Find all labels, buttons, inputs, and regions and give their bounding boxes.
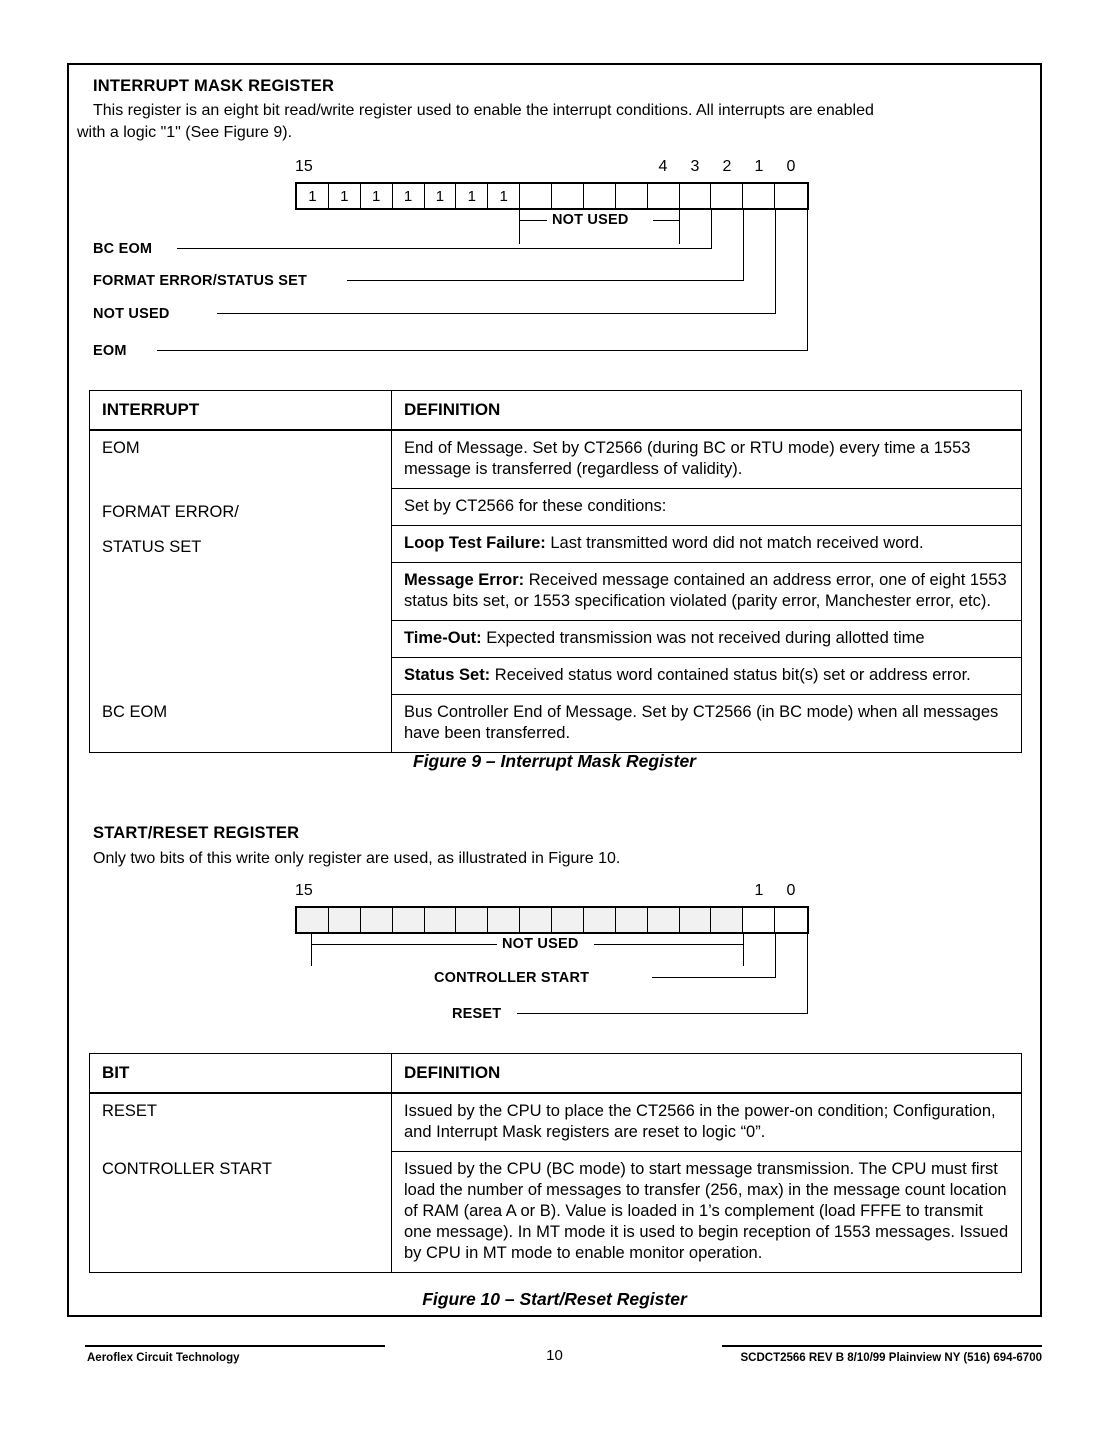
register-bit-cell: [361, 908, 393, 932]
figure10-label-controller-start: CONTROLLER START: [434, 970, 590, 986]
table-row: [90, 1093, 1022, 1152]
figure9-bit-label-0: 0: [786, 158, 796, 175]
register-bit-cell: [393, 908, 425, 932]
interrupt-term-line2: STATUS SET: [102, 537, 202, 556]
figure10-reset-drop: [807, 934, 808, 1014]
register-bit-cell: 1: [456, 184, 488, 208]
figure10-notused-left-tick: [311, 934, 312, 966]
interrupt-mask-paragraph-line2: with a logic "1" (See Figure 9).: [77, 124, 293, 141]
interrupt-mask-register-heading: INTERRUPT MASK REGISTER: [93, 77, 335, 95]
figure10-bit-label-0: 0: [786, 882, 796, 899]
bit-definition-table: [89, 1053, 1022, 1273]
register-bit-cell: [329, 908, 361, 932]
interrupt-term-bc-eom: BC EOM: [90, 695, 392, 753]
figure10-notused-left-rule: [311, 944, 497, 945]
figure10-label-not-used: NOT USED: [497, 937, 584, 952]
definition-text-time-out: Expected transmission was not received during allotted time: [481, 629, 925, 647]
definition-column-header: DEFINITION: [392, 391, 1022, 431]
figure10-bit-label-1: 1: [754, 882, 764, 899]
register-bit-cell: [775, 908, 807, 932]
page-footer: [67, 1345, 1042, 1385]
figure9-bit-label-2: 2: [722, 158, 732, 175]
definition-term-time-out: Time-Out:: [404, 629, 482, 647]
figure10-caption: Figure 10 – Start/Reset Register: [422, 1289, 687, 1309]
footer-right-rule: [722, 1345, 1042, 1347]
figure10-register-diagram: [69, 65, 1044, 1065]
register-bit-cell: [680, 908, 712, 932]
bit-term-controller-start: CONTROLLER START: [90, 1152, 392, 1273]
interrupt-definition-intro: Set by CT2566 for these conditions:: [392, 489, 1022, 526]
figure9-label-bc-eom: BC EOM: [93, 241, 153, 257]
figure10-label-reset: RESET: [452, 1006, 502, 1022]
register-bit-cell: [584, 908, 616, 932]
definition-text-status-set: Received status word contained status bit(s) set or address error.: [490, 666, 971, 684]
figure10-reset-leader: [517, 1013, 807, 1014]
register-bit-cell: 1: [329, 184, 361, 208]
page-number: 10: [546, 1347, 563, 1364]
definition-text-loop-test-failure: Last transmitted word did not match received word.: [545, 534, 924, 552]
register-bit-cell: [648, 908, 680, 932]
page-border: [67, 63, 1042, 1317]
register-bit-cell: [711, 908, 743, 932]
definition-text-message-error: Received message contained an address error, one of eight 1553 status bits set, or 1553 specification violated (parity error, Manchester error, etc).: [404, 571, 1007, 610]
register-bit-cell: [743, 908, 775, 932]
figure10-bit-label-15: 15: [295, 882, 313, 899]
interrupt-definition-eom: End of Message. Set by CT2566 (during BC or RTU mode) every time a 1553 message is transferred (regardless of validity).: [392, 430, 1022, 489]
bit-column-header: BIT: [90, 1054, 392, 1094]
register-bit-cell: [488, 908, 520, 932]
figure10-bit-cells: [295, 906, 809, 934]
figure10-controller-start-drop: [775, 934, 776, 978]
footer-docref: SCDCT2566 REV B 8/10/99 Plainview NY (516) 694-6700: [740, 1352, 1042, 1364]
figure9-bit-label-15: 15: [295, 158, 313, 175]
register-bit-cell: [456, 908, 488, 932]
interrupt-term-line1: FORMAT ERROR/: [102, 502, 239, 521]
interrupt-definition-bc-eom: Bus Controller End of Message. Set by CT2566 (in BC mode) when all messages have been transferred.: [392, 695, 1022, 753]
definition-term-status-set: Status Set:: [404, 666, 491, 684]
figure9-caption: Figure 9 – Interrupt Mask Register: [413, 751, 696, 771]
interrupt-term-eom: EOM: [90, 430, 392, 489]
figure9-label-not-used: NOT USED: [93, 306, 170, 322]
register-bit-cell: [297, 908, 329, 932]
register-bit-cell: 1: [297, 184, 329, 208]
figure10-notused-right-tick: [743, 934, 744, 966]
figure10-controller-start-leader: [652, 977, 775, 978]
register-bit-cell: [425, 908, 457, 932]
interrupt-column-header: INTERRUPT: [90, 391, 392, 431]
register-bit-cell: [520, 908, 552, 932]
definition-term-loop-test-failure: Loop Test Failure:: [404, 534, 546, 552]
figure9-bit-label-4: 4: [658, 158, 668, 175]
interrupt-mask-paragraph-line1: This register is an eight bit read/write register used to enable the interrupt conditions. All interrupts are enabled: [93, 102, 874, 119]
register-bit-cell: 1: [361, 184, 393, 208]
bit-definition-column-header: DEFINITION: [392, 1054, 1022, 1094]
figure9-bit-label-1: 1: [754, 158, 764, 175]
register-bit-cell: [552, 908, 584, 932]
start-reset-paragraph: Only two bits of this write only register are used, as illustrated in Figure 10.: [93, 850, 621, 867]
definition-term-message-error: Message Error:: [404, 571, 525, 589]
figure9-bit-label-3: 3: [690, 158, 700, 175]
figure9-label-format-error-status-set: FORMAT ERROR/STATUS SET: [93, 273, 308, 289]
register-bit-cell: [616, 908, 648, 932]
figure10-notused-right-rule: [594, 944, 743, 945]
bit-definition-controller-start: Issued by the CPU (BC mode) to start message transmission. The CPU must first load the number of messages to transfer (256, max) in the message count location of RAM (area A or B). Value is loaded in 1’s complement (load FFFE to transmit one message). In MT mode it is used to begin reception of 1553 messages. Issued by CPU in MT mode to enable monitor operation.: [392, 1152, 1022, 1273]
table-header-row: [90, 1054, 1022, 1094]
register-bit-cell: 1: [425, 184, 457, 208]
register-bit-cell: 1: [393, 184, 425, 208]
footer-company: Aeroflex Circuit Technology: [87, 1352, 240, 1364]
register-bit-cell: 1: [488, 184, 520, 208]
figure9-label-not-used-inline: NOT USED: [547, 213, 634, 228]
bit-definition-reset: Issued by the CPU to place the CT2566 in the power-on condition; Configuration, and Interrupt Mask registers are reset to logic “0”.: [392, 1093, 1022, 1152]
figure9-label-eom: EOM: [93, 343, 127, 359]
bit-term-reset: RESET: [90, 1093, 392, 1152]
start-reset-register-heading: START/RESET REGISTER: [93, 824, 300, 842]
table-row: [90, 1152, 1022, 1273]
